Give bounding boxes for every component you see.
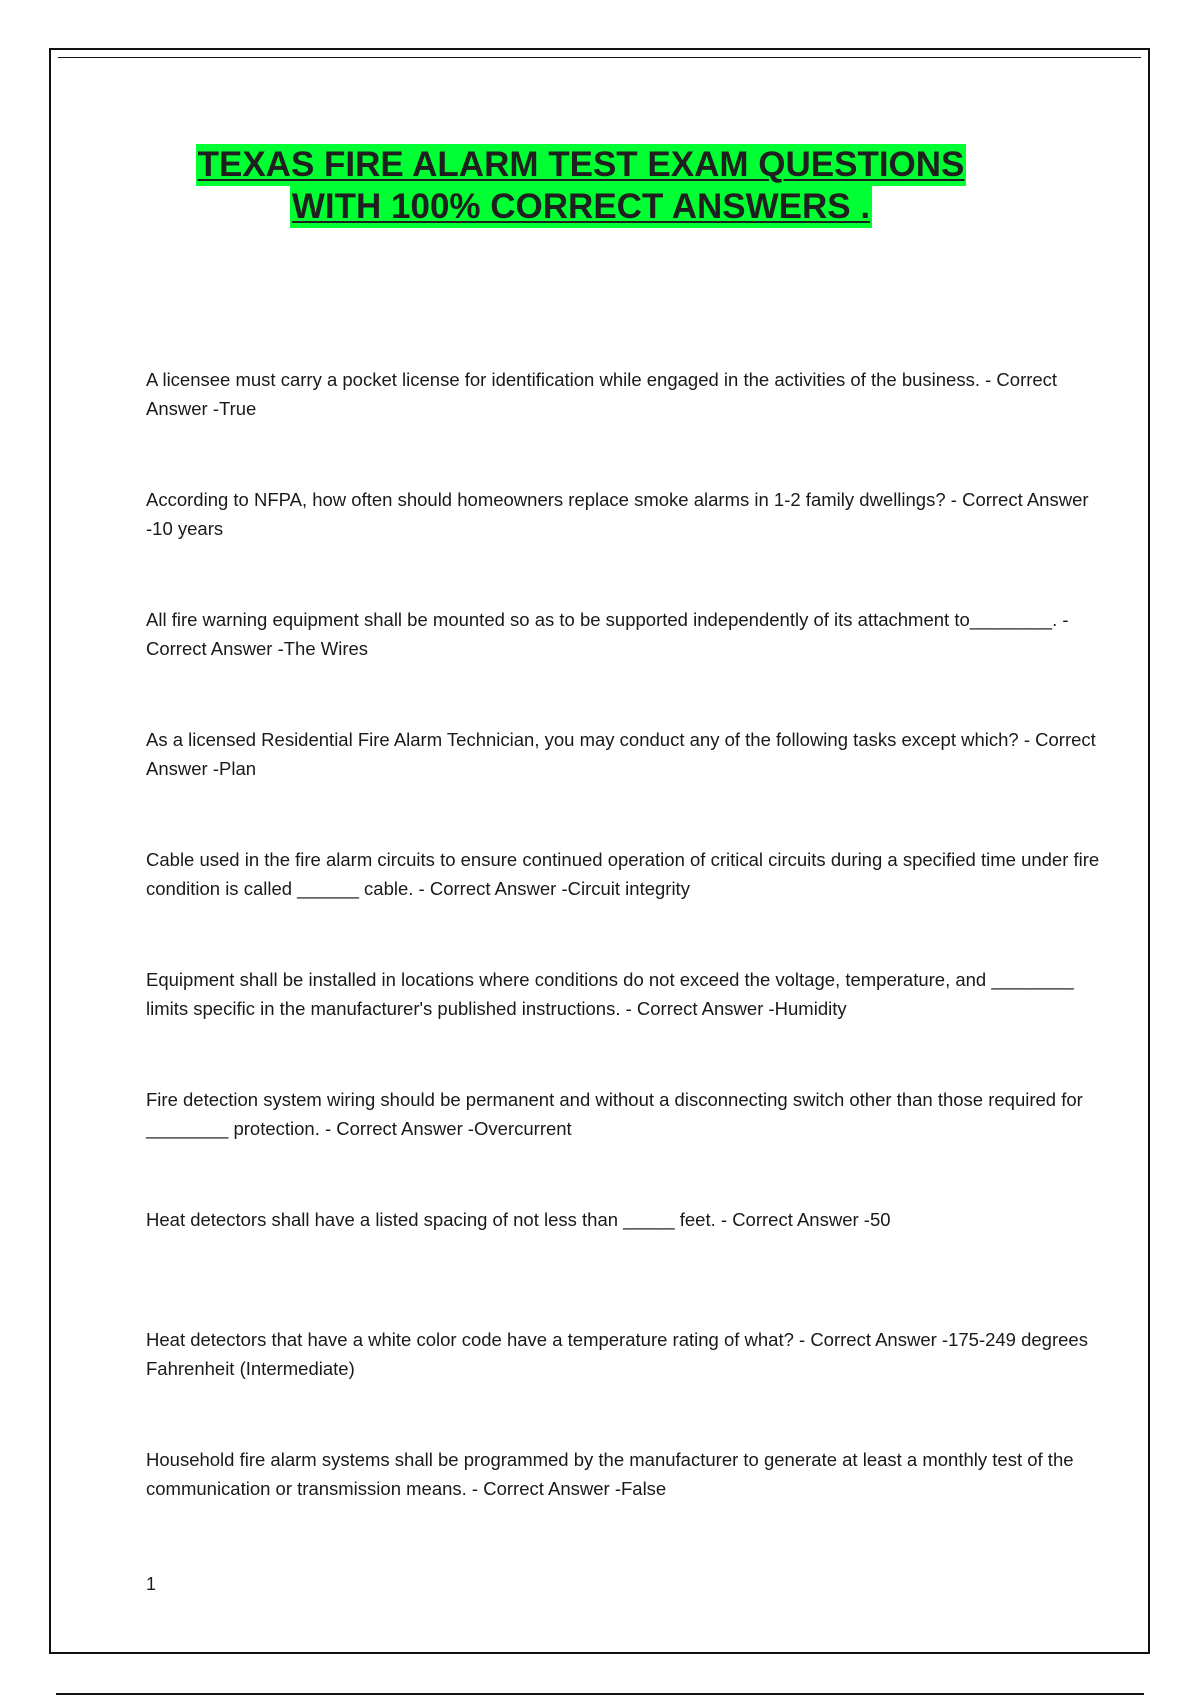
qa-item-10: Household fire alarm systems shall be programmed by the manufacturer to generate at least a monthly test of the communication or transmission means. - Correct Answer -False: [146, 1449, 1074, 1499]
qa-item-1: A licensee must carry a pocket license for identification while engaged in the activities of the business. - Correct Answer -True: [146, 369, 1058, 419]
qa-list: [146, 365, 1106, 1565]
bottom-rule: [56, 1693, 1144, 1695]
page-frame: [49, 48, 1150, 1654]
qa-item-4: As a licensed Residential Fire Alarm Technician, you may conduct any of the following tasks except which? - Correct Answer -Plan: [146, 729, 1096, 779]
qa-item-5: Cable used in the fire alarm circuits to ensure continued operation of critical circuits during a specified time under fire condition is called ______ cable. - Correct Answer -Circuit integrity: [146, 849, 1100, 899]
title-line-2: WITH 100% CORRECT ANSWERS .: [291, 187, 871, 226]
qa-item-8: Heat detectors shall have a listed spacing of not less than _____ feet. - Correct Answer -50: [146, 1209, 891, 1230]
qa-item-2: According to NFPA, how often should homeowners replace smoke alarms in 1-2 family dwellings? - Correct Answer -10 years: [146, 489, 1089, 539]
qa-item-6: Equipment shall be installed in locations where conditions do not exceed the voltage, temperature, and ________ limits specific in the manufacturer's published instructions. - Correct Answer -Humidity: [146, 969, 1074, 1019]
qa-item-9: Heat detectors that have a white color code have a temperature rating of what? - Correct Answer -175-249 degrees Fahrenheit (Intermediate): [146, 1329, 1088, 1379]
document-title: [81, 144, 1081, 228]
page-number: 1: [146, 1574, 157, 1594]
top-rule: [58, 57, 1141, 58]
qa-item-3: All fire warning equipment shall be mounted so as to be supported independently of its attachment to________. - Correct Answer -The Wires: [146, 609, 1069, 659]
qa-item-7: Fire detection system wiring should be permanent and without a disconnecting switch other than those required for ________ protection. - Correct Answer -Overcurrent: [146, 1089, 1083, 1139]
title-line-1: TEXAS FIRE ALARM TEST EXAM QUESTIONS: [197, 145, 965, 184]
